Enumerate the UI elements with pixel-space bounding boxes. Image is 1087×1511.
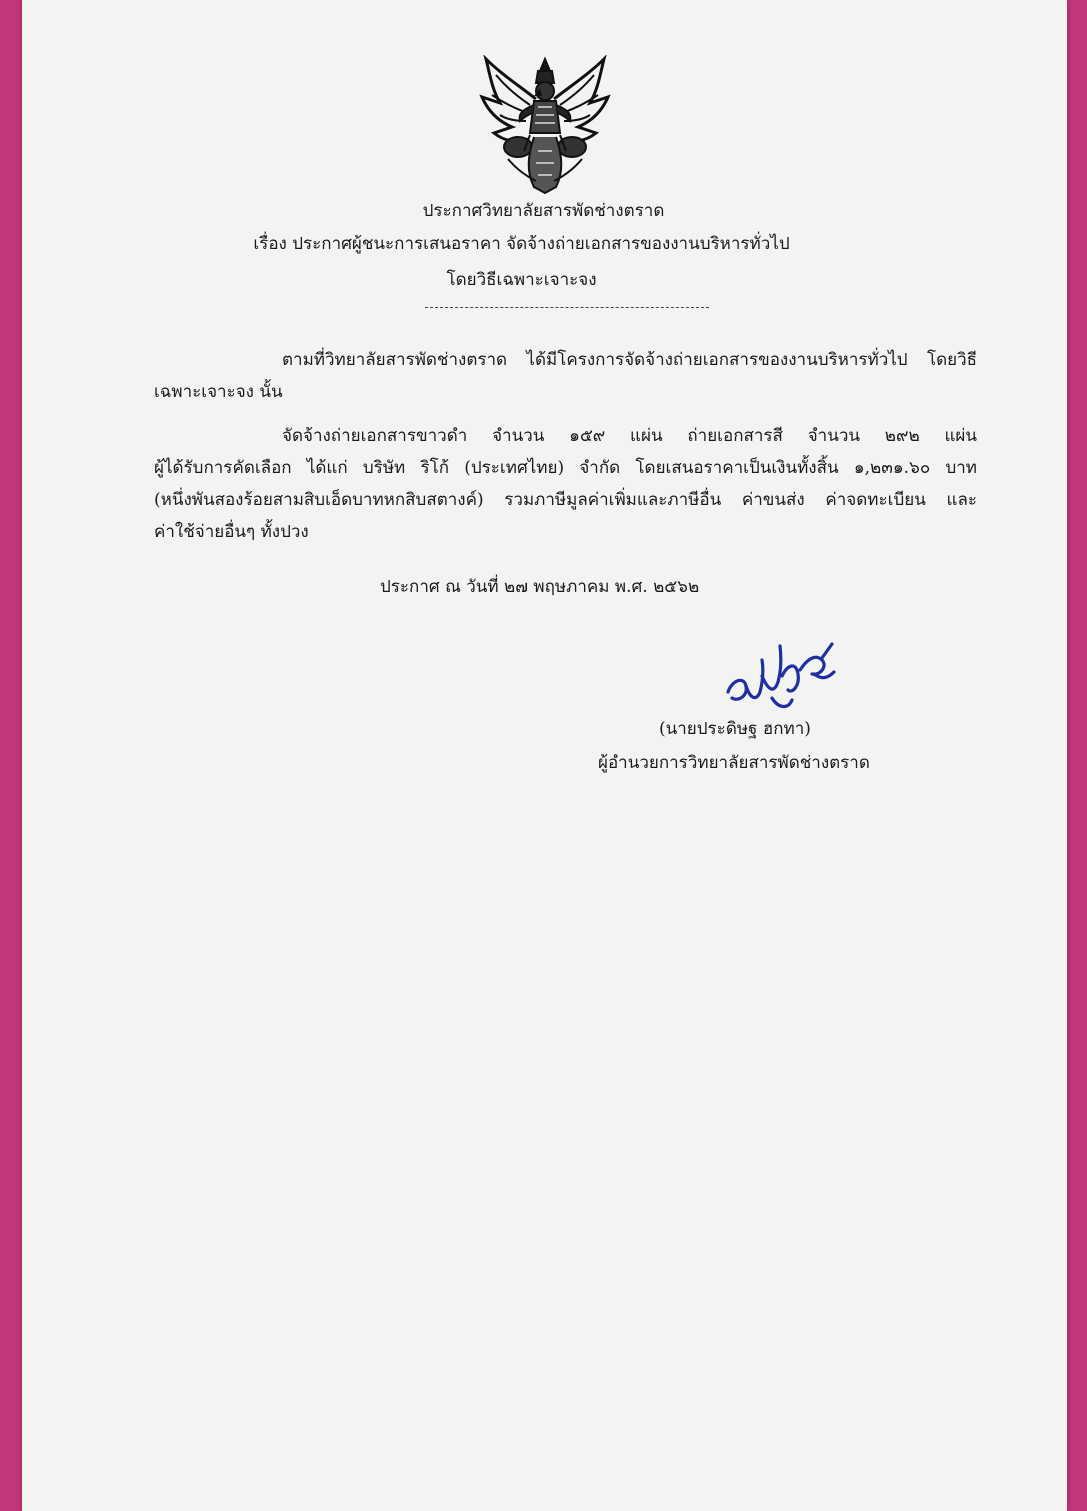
subject-line: เรื่อง ประกาศผู้ชนะการเสนอราคา จัดจ้างถ่ายเอกสารของงานบริหารทั่วไป: [253, 234, 790, 254]
para2-line1: จัดจ้างถ่ายเอกสารขาวดำ จำนวน ๑๕๙ แผ่น ถ่ายเอกสารสี จำนวน ๒๙๒ แผ่น: [282, 426, 977, 446]
para1-line1: ตามที่วิทยาลัยสารพัดช่างตราด ได้มีโครงการจัดจ้างถ่ายเอกสารของงานบริหารทั่วไป โดยวิธี: [282, 350, 977, 370]
issuer-title: ประกาศวิทยาลัยสารพัดช่างตราด: [422, 201, 665, 221]
signatory-name: (นายประดิษฐ ฮกทา): [659, 719, 811, 739]
para2-line4: ค่าใช้จ่ายอื่นๆ ทั้งปวง: [154, 522, 309, 542]
method-line: โดยวิธีเฉพาะเจาะจง: [446, 270, 597, 290]
handwritten-signature-icon: [722, 636, 842, 714]
para2-line2: ผู้ได้รับการคัดเลือก ได้แก่ บริษัท ริโก้ (ประเทศไทย) จำกัด โดยเสนอราคาเป็นเงินทั้งสิ้น ๑,๒๓๑.๖๐ บาท: [154, 458, 977, 478]
divider: [425, 307, 709, 308]
garuda-emblem-icon: [478, 55, 612, 195]
signatory-position: ผู้อำนวยการวิทยาลัยสารพัดช่างตราด: [598, 753, 870, 773]
para1-line2: เฉพาะเจาะจง นั้น: [154, 382, 283, 402]
para2-line3: (หนึ่งพันสองร้อยสามสิบเอ็ดบาทหกสิบสตางค์) รวมภาษีมูลค่าเพิ่มและภาษีอื่น ค่าขนส่ง ค่าจดทะเบียน และ: [154, 490, 977, 510]
announcement-date: ประกาศ ณ วันที่ ๒๗ พฤษภาคม พ.ศ. ๒๕๖๒: [380, 577, 700, 597]
